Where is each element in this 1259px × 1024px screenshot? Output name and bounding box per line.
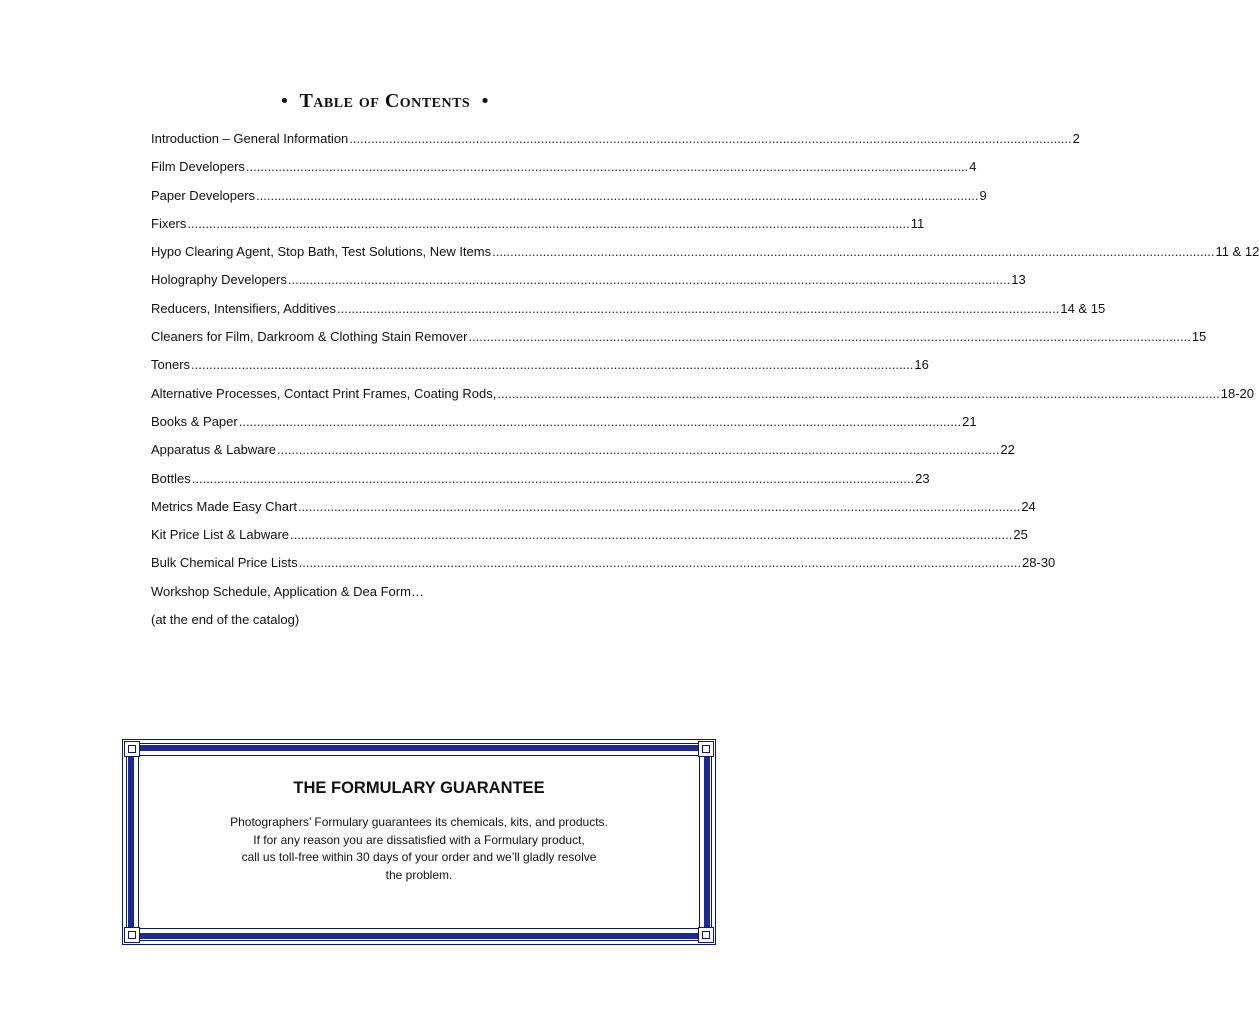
toc-leader-dots: ........................................................................................................................................................................................................ — [256, 187, 979, 203]
toc-entry — [151, 244, 1259, 272]
toc-entry — [151, 470, 930, 499]
toc-leader-dots: ........................................................................................................................................................................................................ — [497, 385, 1220, 401]
guarantee-box — [122, 739, 716, 945]
toc-leader-dots: ........................................................................................................................................................................................................ — [191, 470, 915, 486]
guarantee-title: THE FORMULARY GUARANTEE — [293, 779, 545, 797]
toc-title-text: Table of Contents — [299, 90, 471, 112]
toc-leader-dots: ........................................................................................................................................................................................................ — [245, 159, 969, 175]
toc-extra-note: (at the end of the catalog) — [151, 612, 300, 628]
toc-entry — [151, 527, 1028, 555]
toc-entry-label: Bottles — [151, 470, 191, 486]
toc-entry-label: Reducers, Intensifiers, Additives — [151, 300, 336, 316]
guarantee-text — [122, 814, 716, 884]
toc-entry-label: Kit Price List & Labware — [151, 527, 290, 543]
toc-entry-page: 22 — [1000, 442, 1015, 458]
toc-entry-page: 25 — [1013, 527, 1028, 543]
toc-entry-page: 21 — [962, 413, 977, 429]
toc-entry-page: 13 — [1011, 272, 1026, 288]
toc-entry-label: Film Developers — [151, 159, 245, 175]
title-bullet-right: • — [479, 91, 491, 112]
toc-leader-dots: ........................................................................................................................................................................................................ — [349, 131, 1072, 146]
toc-entry — [151, 442, 1015, 470]
toc-entry-page: 11 — [910, 215, 925, 231]
toc-entry-page: 24 — [1021, 498, 1036, 514]
toc-entry-label: Apparatus & Labware — [151, 442, 277, 458]
corner-ornament — [124, 741, 140, 757]
corner-ornament — [698, 741, 714, 757]
guarantee-line: the problem. — [385, 867, 453, 882]
corner-ornament — [124, 927, 140, 943]
toc-entry — [151, 300, 1106, 329]
toc-leader-dots: ........................................................................................................................................................................................................ — [290, 527, 1013, 543]
guarantee-line: Photographers’ Formulary guarantees its chemicals, kits, and products. — [230, 815, 608, 829]
toc-leader-dots: ........................................................................................................................................................................................................ — [191, 357, 914, 373]
toc-entry — [151, 187, 987, 216]
toc-leader-dots: ........................................................................................................................................................................................................ — [298, 555, 1022, 571]
toc-entry-label: Metrics Made Easy Chart — [151, 498, 297, 514]
toc-entry-page: 4 — [969, 159, 977, 175]
toc-entry — [151, 413, 977, 442]
toc-leader-dots: ........................................................................................................................................................................................................ — [187, 215, 910, 231]
toc-entry — [151, 498, 1036, 527]
toc-entry-page: 23 — [915, 470, 930, 486]
title-bullet-left: • — [279, 91, 291, 112]
toc-entry — [151, 159, 977, 187]
toc-entry — [151, 385, 1254, 414]
toc-entry-label: Holography Developers — [151, 272, 287, 288]
guarantee-line: call us toll-free within 30 days of your order and we’ll gladly resolve — [241, 850, 597, 864]
toc-leader-dots: ........................................................................................................................................................................................................ — [492, 244, 1215, 260]
toc-entry-label: Hypo Clearing Agent, Stop Bath, Test Solutions, New Items — [151, 244, 492, 260]
guarantee-line: If for any reason you are dissatisfied with a Formulary product, — [253, 832, 585, 847]
toc-entry-page: 14 & 15 — [1060, 300, 1106, 316]
toc-leader-dots: ........................................................................................................................................................................................................ — [336, 300, 1060, 316]
toc-entry-label: Cleaners for Film, Darkroom & Clothing Stain Remover — [151, 329, 468, 345]
toc-leader-dots: ........................................................................................................................................................................................................ — [287, 272, 1011, 288]
toc-entry-label: Introduction – General Information — [151, 131, 349, 146]
toc-entry — [151, 215, 925, 244]
toc-entry — [151, 555, 1056, 583]
toc-entry-label: Alternative Processes, Contact Print Frames, Coating Rods, — [151, 385, 497, 401]
table-of-contents — [151, 131, 1259, 640]
toc-entry-page: 16 — [914, 357, 929, 373]
toc-entry-label: Toners — [151, 357, 191, 373]
toc-entry-page: 15 — [1191, 329, 1207, 345]
toc-entry-page: 9 — [979, 187, 987, 203]
toc-title — [0, 90, 770, 113]
toc-entry-page: 11 & 12 — [1215, 244, 1259, 260]
toc-entry-page: 18-20 — [1220, 385, 1254, 401]
toc-extra-line: Workshop Schedule, Application & Dea Form… — [151, 583, 424, 599]
toc-entry-label: Paper Developers — [151, 187, 256, 203]
toc-entry — [151, 131, 1080, 159]
toc-entry — [151, 357, 929, 385]
toc-leader-dots: ........................................................................................................................................................................................................ — [277, 442, 1000, 458]
toc-entry-label: Fixers — [151, 215, 187, 231]
toc-entry-label: Bulk Chemical Price Lists — [151, 555, 298, 571]
toc-leader-dots: ........................................................................................................................................................................................................ — [297, 498, 1021, 514]
toc-entry-page: 2 — [1072, 131, 1080, 146]
corner-ornament — [698, 927, 714, 943]
toc-entry — [151, 272, 1026, 300]
toc-entry-page: 28-30 — [1022, 555, 1056, 571]
toc-leader-dots: ........................................................................................................................................................................................................ — [238, 413, 962, 429]
toc-entry-label: Books & Paper — [151, 413, 238, 429]
toc-leader-dots: ........................................................................................................................................................................................................ — [468, 329, 1191, 345]
toc-entry — [151, 329, 1207, 357]
